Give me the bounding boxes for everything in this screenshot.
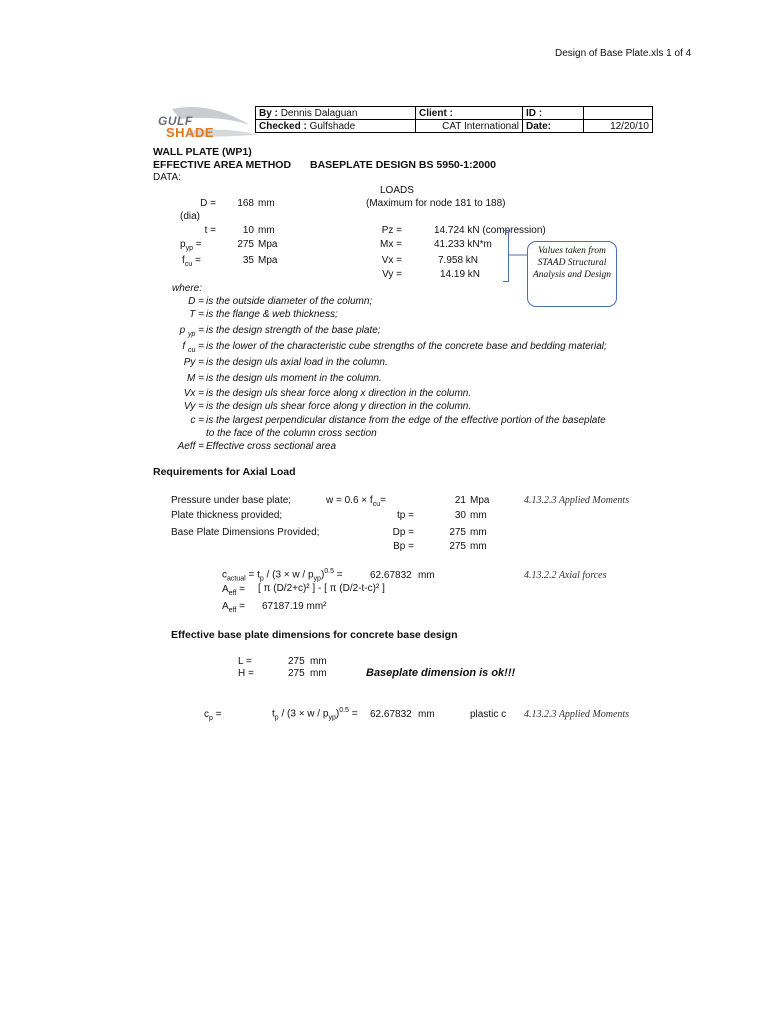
where-text: is the outside diameter of the column; xyxy=(206,296,373,307)
cp-sym: $c_p$ = xyxy=(204,709,222,722)
id-value xyxy=(584,107,653,120)
axial-heading: Requirements for Axial Load xyxy=(153,466,296,478)
load-sym: Mx = xyxy=(380,239,402,250)
pressure-label: Pressure under base plate; xyxy=(171,495,292,506)
by-value: Dennis Dalaguan xyxy=(280,107,358,119)
pressure-formula: $w = 0.6 \times f_{cu}=$ xyxy=(326,495,386,508)
thickness-label: Plate thickness provided; xyxy=(171,510,283,521)
where-text: is the lower of the characteristic cube strengths of the concrete base and bedding material; xyxy=(206,341,607,352)
data-val: 168 xyxy=(237,198,254,209)
data-unit: Mpa xyxy=(258,255,278,266)
where-sym: Aeff = xyxy=(177,441,204,452)
date-label: Date: xyxy=(523,120,584,133)
checked-label: Checked : xyxy=(259,120,307,132)
load-val: 14.724 kN (compression) xyxy=(434,225,546,236)
wall-plate-title: WALL PLATE (WP1) xyxy=(153,146,252,158)
logo-text-shade: SHADE xyxy=(166,125,215,140)
load-val: 7.958 kN xyxy=(438,255,479,266)
where-text: to the face of the column cross section xyxy=(206,428,377,439)
where-sym: Py = xyxy=(183,357,204,368)
aeff-sym: $A_{eff}$ = xyxy=(222,584,245,597)
l-value: 275 xyxy=(288,656,305,667)
load-val: 41.233 kN*m xyxy=(434,239,492,250)
id-label: ID : xyxy=(523,107,584,120)
client-value: CAT International xyxy=(416,120,523,133)
checked-value: Gulfshade xyxy=(309,120,356,132)
h-unit: mm xyxy=(310,668,327,679)
client-label: Client : xyxy=(416,107,523,120)
cp-note: plastic c xyxy=(470,709,507,720)
effective-heading: Effective base plate dimensions for concrete base design xyxy=(171,629,458,641)
method-title: EFFECTIVE AREA METHOD xyxy=(153,159,292,171)
where-sym: f $_{cu}$ = xyxy=(182,341,204,354)
data-unit: mm xyxy=(258,198,275,209)
where-sym: D = xyxy=(188,296,204,307)
where-text: is the design uls shear force along y direction in the column. xyxy=(206,401,472,412)
where-sym: Vx = xyxy=(183,388,204,399)
pressure-value: 21 xyxy=(454,495,466,506)
dp-unit: mm xyxy=(470,527,487,538)
where-sym: M = xyxy=(187,373,204,384)
h-sym: H = xyxy=(238,668,254,679)
where-text: is the design uls axial load in the column. xyxy=(206,357,388,368)
where-sym: Vy = xyxy=(183,401,204,412)
data-sym: D = xyxy=(200,198,216,209)
where-sym: T = xyxy=(189,309,204,320)
data-sym: $f_{cu}$ = xyxy=(182,255,201,268)
where-text: is the flange & web thickness; xyxy=(206,309,338,320)
load-sym: Vy = xyxy=(382,269,402,280)
where-text: Effective cross sectional area xyxy=(206,441,337,452)
where-sym: p $_{yp}$ = xyxy=(179,325,204,338)
staad-callout: Values taken from STAAD Structural Analysis and Design xyxy=(527,241,617,307)
dp-value: 275 xyxy=(449,527,466,538)
data-unit: Mpa xyxy=(258,239,278,250)
baseplate-ok-message: Baseplate dimension is ok!!! xyxy=(366,667,516,679)
data-label: DATA: xyxy=(153,172,181,183)
data-val: 10 xyxy=(242,225,254,236)
data-unit: mm xyxy=(258,225,275,236)
c-actual-unit: mm xyxy=(418,570,435,581)
data-sym: t = xyxy=(204,225,216,236)
bp-value: 275 xyxy=(449,541,466,552)
cp-unit: mm xyxy=(418,709,435,720)
data-val: 35 xyxy=(242,255,254,266)
where-label: where: xyxy=(172,283,203,294)
data-sym: (dia) xyxy=(180,211,201,222)
bp-sym: Bp = xyxy=(393,541,414,552)
where-text: is the design uls shear force along x direction in the column. xyxy=(206,388,472,399)
thickness-sym: tp = xyxy=(397,510,414,521)
h-value: 275 xyxy=(288,668,305,679)
dims-label: Base Plate Dimensions Provided; xyxy=(171,527,320,538)
pressure-unit: Mpa xyxy=(470,495,490,506)
load-sym: Pz = xyxy=(381,225,402,236)
design-title: BASEPLATE DESIGN BS 5950-1:2000 xyxy=(310,159,496,171)
thickness-unit: mm xyxy=(470,510,487,521)
where-text: is the design strength of the base plate; xyxy=(206,325,381,336)
pressure-ref: 4.13.2.3 Applied Moments xyxy=(524,495,630,506)
page-header: Design of Base Plate.xls 1 of 4 xyxy=(555,48,692,59)
header-table xyxy=(255,106,653,133)
data-val: 275 xyxy=(237,239,254,250)
c-actual-formula: $c_{actual} = t_p / (3 \times w / p_{yp})^{0.5}$ = xyxy=(222,568,343,583)
loads-label: LOADS xyxy=(380,185,414,196)
loads-range: (Maximum for node 181 to 188) xyxy=(366,198,506,209)
l-unit: mm xyxy=(310,656,327,667)
thickness-value: 30 xyxy=(454,510,466,521)
company-logo xyxy=(150,101,260,141)
where-text: is the design uls moment in the column. xyxy=(206,373,382,384)
date-value: 12/20/10 xyxy=(584,120,653,133)
load-sym: Vx = xyxy=(381,255,402,266)
cp-ref: 4.13.2.3 Applied Moments xyxy=(524,709,630,720)
l-sym: L = xyxy=(238,656,252,667)
c-actual-ref: 4.13.2.2 Axial forces xyxy=(524,570,607,581)
where-sym: c = xyxy=(190,415,204,426)
aeff-formula: [ π (D/2+c)² ] - [ π (D/2-t-c)² ] xyxy=(258,583,385,594)
where-text: is the largest perpendicular distance from the edge of the effective portion of the baseplate xyxy=(206,415,606,426)
load-val: 14.19 kN xyxy=(440,269,481,280)
dp-sym: Dp = xyxy=(392,527,414,538)
cp-value: 62.67832 xyxy=(370,709,412,720)
logo-text-gulf: GULF xyxy=(158,114,193,128)
aeff-value: 67187.19 mm² xyxy=(262,601,327,612)
bp-unit: mm xyxy=(470,541,487,552)
by-label: By : xyxy=(259,107,278,119)
cp-formula: $t_p / (3 \times w / p_{yp})^{0.5}$ = xyxy=(272,707,358,722)
data-sym: $p_{yp}$ = xyxy=(180,239,202,252)
aeff-sym: $A_{eff}$ = xyxy=(222,601,245,614)
c-actual-value: 62.67832 xyxy=(370,570,412,581)
